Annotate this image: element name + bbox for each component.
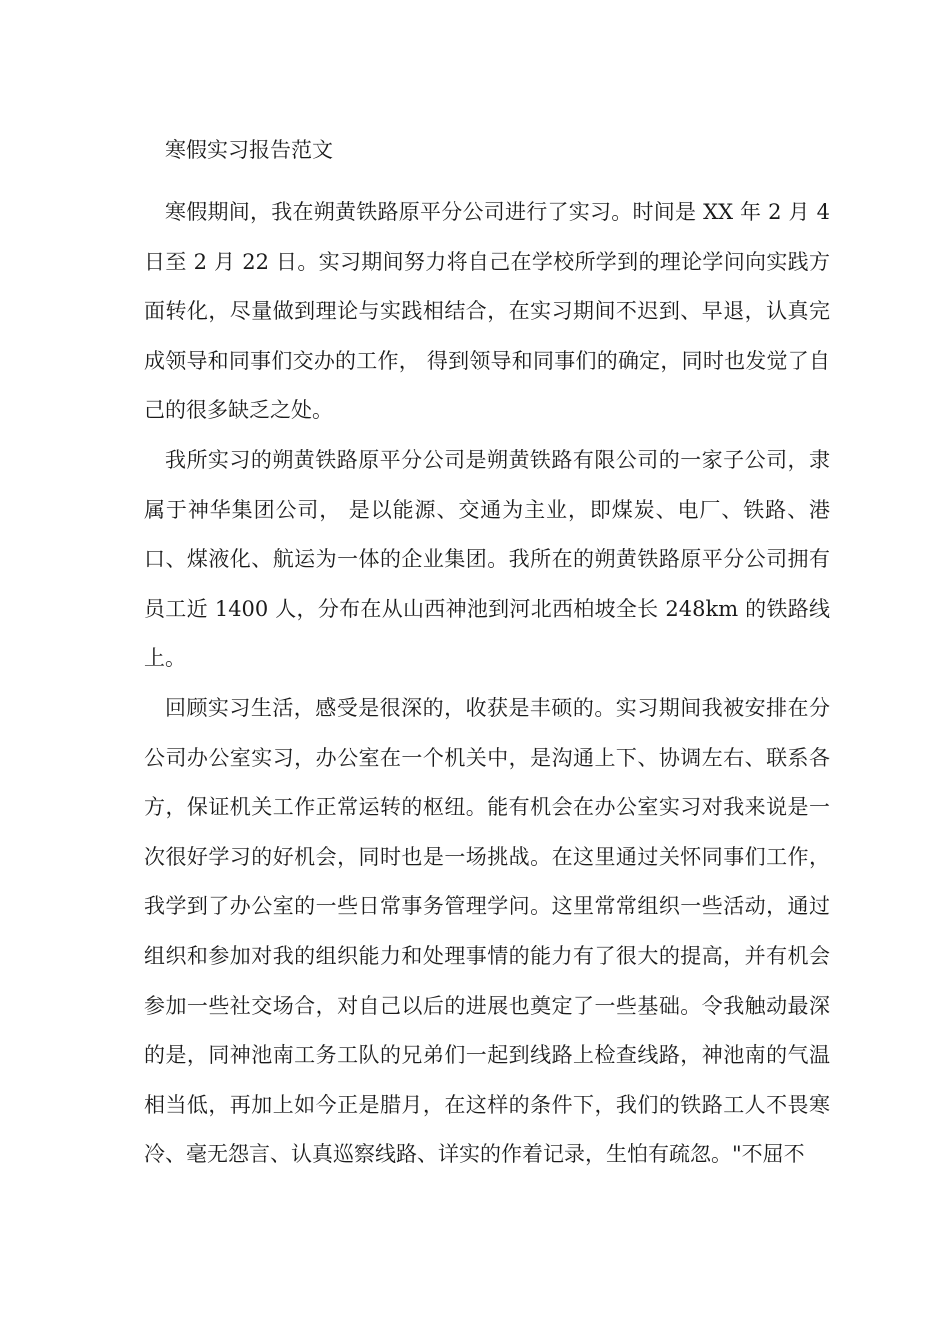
paragraph-intro: 寒假期间，我在朔黄铁路原平分公司进行了实习。时间是 XX 年 2 月 4 日至 2 月 22 日。实习期间努力将自己在学校所学到的理论学问向实践方面转化，尽量做到理论与实践相结合，在实习期间不迟到、早退，认真完成领导和同事们交办的工作， 得到领导和同事们的确定，同时也发觉了自己的很多缺乏之处。 — [144, 200, 830, 423]
paragraph-company: 我所实习的朔黄铁路原平分公司是朔黄铁路有限公司的一家子公司，隶属于神华集团公司， 是以能源、交通为主业，即煤炭、电厂、铁路、港口、煤液化、航运为一体的企业集团。我所在的朔黄铁路原平分公司拥有员工近 1400 人，分布在从山西神池到河北西柏坡全长 248km 的铁路线上。 — [144, 447, 830, 671]
document-title: 寒假实习报告范文 — [165, 138, 333, 162]
document-body — [144, 126, 830, 1180]
paragraph-reflection: 回顾实习生活，感受是很深的，收获是丰硕的。实习期间我被安排在分公司办公室实习，办公室在一个机关中，是沟通上下、协调左右、联系各方，保证机关工作正常运转的枢纽。能有机会在办公室实习对我来说是一次很好学习的好机会，同时也是一场挑战。在这里通过关怀同事们工作，我学到了办公室的一些日常事务管理学问。这里常常组织一些活动，通过组织和参加对我的组织能力和处理事情的能力有了很大的提高，并有机会参加一些社交场合，对自己以后的进展也奠定了一些基础。令我触动最深的是，同神池南工务工队的兄弟们一起到线路上检查线路，神池南的气温相当低，再加上如今正是腊月，在这样的条件下，我们的铁路工人不畏寒冷、毫无怨言、认真巡察线路、详实的作着记录，生怕有疏忽。"不屈不 — [144, 695, 830, 1167]
